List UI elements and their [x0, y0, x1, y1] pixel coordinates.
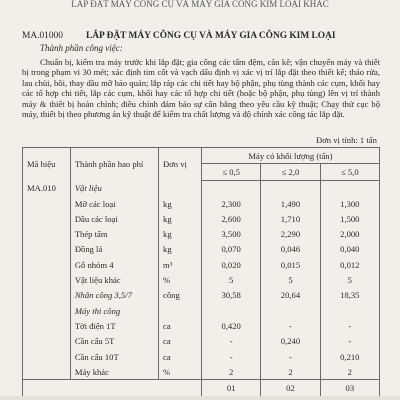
value-cell: 0,240 — [261, 334, 320, 349]
component-unit: kg — [159, 196, 202, 211]
footer-code-3: 03 — [320, 380, 379, 396]
value-cell: 0,070 — [201, 242, 260, 257]
value-cell: - — [261, 349, 320, 364]
value-cell: 1,500 — [320, 211, 379, 226]
component-name: Mỡ các loại — [70, 196, 158, 211]
component-name: Vật liệu — [70, 180, 158, 196]
table-row — [23, 272, 380, 287]
value-cell — [201, 180, 260, 196]
header-weight-1: ≤ 0,5 — [201, 164, 260, 180]
value-cell: 2,300 — [201, 196, 260, 211]
header-cut: LẮP ĐẶT MÁY CÔNG CỤ VÀ MÁY GIA CÔNG KIM LOẠI KHÁC — [71, 0, 329, 8]
value-cell: 0,015 — [261, 257, 320, 272]
unit-line: Đơn vị tính: 1 tấn — [316, 135, 377, 145]
header-code: Mã hiệu — [23, 148, 71, 181]
component-unit: kg — [159, 211, 202, 226]
component-name: Dầu các loại — [70, 211, 158, 226]
work-description: Chuẩn bị, kiểm tra máy trước khi lắp đặt; gia công các tấm đệm, căn kê; vận chuyển máy và thiết bị trong phạm vi 30 mét; xác định tim cốt và vạch dấu định vị xác vị trí lắp đặt theo thiết kế; tháo rửa, lau chùi, bôi, thay dầu mỡ bảo quản; lắp ráp các chi tiết hay bộ phận, phụ tùng thành các cụm, khối hay các tổ hợp chi tiết, lắp các cụm, khối hay các tổ hợp chi tiết (hoặc bộ phận, phụ tùng) lên vị trí thành máy & thiết bị hoàn chỉnh; điều chỉnh đảm bảo sự cân bằng theo yêu cầu kỹ thuật; Chạy thử cục bộ máy, thiết bị theo phương án kỹ thuật để kiểm tra chất lượng và độ chính xác công tác lắp đặt. — [22, 57, 380, 120]
table-row — [23, 349, 380, 364]
value-cell: 3,500 — [201, 226, 260, 241]
component-unit — [159, 180, 202, 196]
value-cell: 2 — [201, 364, 260, 380]
value-cell: 2,600 — [201, 211, 260, 226]
header-weight-group: Máy có khối lượng (tấn) — [201, 148, 379, 164]
value-cell: 1,490 — [261, 196, 320, 211]
component-name: Tời điện 1T — [70, 318, 158, 333]
value-cell: 5 — [201, 272, 260, 287]
value-cell — [261, 303, 320, 318]
value-cell — [201, 303, 260, 318]
value-cell: 2,000 — [320, 226, 379, 241]
table-row — [23, 196, 380, 211]
value-cell: 0,012 — [320, 257, 379, 272]
component-unit: ca — [159, 318, 202, 333]
value-cell: 5 — [320, 272, 379, 287]
component-unit: kg — [159, 226, 202, 241]
component-name: Gỗ nhóm 4 — [70, 257, 158, 272]
value-cell: 18,35 — [320, 288, 379, 303]
value-cell — [320, 180, 379, 196]
component-name: Đồng lá — [70, 242, 158, 257]
value-cell: 2 — [261, 364, 320, 380]
value-cell: - — [201, 334, 260, 349]
section-heading — [22, 31, 335, 41]
section-title: LẮP ĐẶT MÁY CÔNG CỤ VÀ MÁY GIA CÔNG KIM LOẠI — [86, 31, 336, 41]
table-row — [23, 288, 380, 303]
value-cell: 0,046 — [261, 242, 320, 257]
table-row — [23, 242, 380, 257]
component-unit: ca — [159, 349, 202, 364]
component-name: Nhân công 3,5/7 — [70, 288, 158, 303]
value-cell: 20,64 — [261, 288, 320, 303]
component-unit — [159, 303, 202, 318]
section-code: MA.01000 — [22, 31, 63, 41]
table-row — [23, 180, 380, 196]
value-cell: 0,020 — [201, 257, 260, 272]
item-code: MA.010 — [23, 180, 71, 196]
value-cell: 0,210 — [320, 349, 379, 364]
component-name: Vật liệu khác — [70, 272, 158, 287]
footer-code-1: 01 — [201, 380, 260, 396]
footer-code-2: 02 — [261, 380, 320, 396]
value-cell: 1,300 — [320, 196, 379, 211]
value-cell: 2 — [320, 364, 379, 380]
table-row — [23, 211, 380, 226]
table-row — [23, 364, 380, 380]
work-components-label: Thành phần công việc: — [40, 43, 123, 53]
component-name: Thép tấm — [70, 226, 158, 241]
value-cell — [320, 303, 379, 318]
header-unit: Đơn vị — [159, 148, 202, 181]
value-cell: 5 — [261, 272, 320, 287]
value-cell: 0,420 — [201, 318, 260, 333]
component-unit: m³ — [159, 257, 202, 272]
table-row — [23, 226, 380, 241]
page-edge — [0, 396, 400, 400]
value-cell: 30,58 — [201, 288, 260, 303]
component-unit: % — [159, 364, 202, 380]
table-row — [23, 257, 380, 272]
component-unit: ca — [159, 334, 202, 349]
component-unit: kg — [159, 242, 202, 257]
header-weight-3: ≤ 5,0 — [320, 164, 379, 180]
table-row — [23, 318, 380, 333]
value-cell: - — [201, 349, 260, 364]
table-header-row — [23, 148, 380, 164]
value-cell: - — [261, 318, 320, 333]
value-cell: - — [320, 318, 379, 333]
table-body — [23, 180, 380, 380]
component-name: Cần cẩu 5T — [70, 334, 158, 349]
table-row — [23, 303, 380, 318]
component-unit: công — [159, 288, 202, 303]
component-unit: % — [159, 272, 202, 287]
component-name: Máy thi công — [70, 303, 158, 318]
value-cell: - — [320, 334, 379, 349]
table-row — [23, 334, 380, 349]
norm-table — [22, 147, 380, 397]
value-cell: 2,290 — [261, 226, 320, 241]
header-weight-2: ≤ 2,0 — [261, 164, 320, 180]
component-name: Máy khác — [70, 364, 158, 380]
table-footer-row — [23, 380, 380, 396]
value-cell: 1,710 — [261, 211, 320, 226]
header-component: Thành phần hao phí — [70, 148, 158, 181]
component-name: Cần cẩu 10T — [70, 349, 158, 364]
value-cell: 0,040 — [320, 242, 379, 257]
value-cell — [261, 180, 320, 196]
